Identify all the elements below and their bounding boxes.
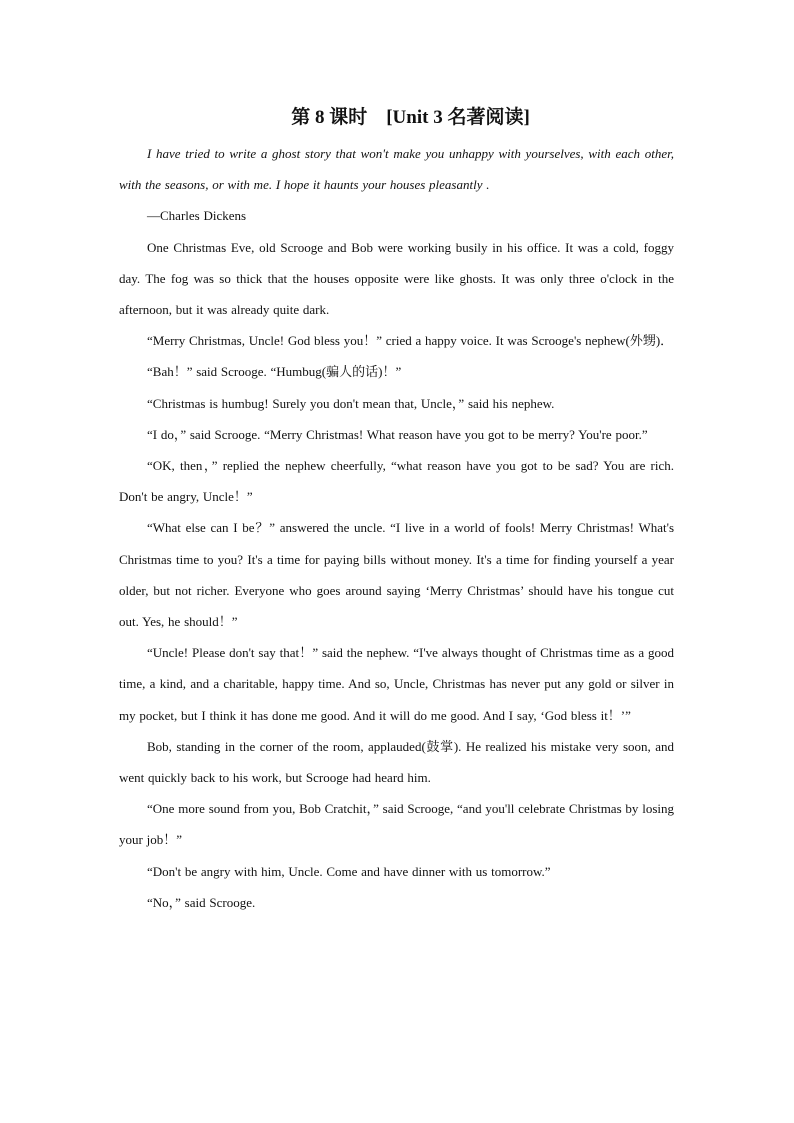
story-paragraph: “Merry Christmas, Uncle! God bless you！” cried a happy voice. It was Scrooge's nephew(外甥)． [147, 333, 674, 349]
page-title: 第 8 课时 [Unit 3 名著阅读] [291, 107, 530, 128]
epigraph-attribution: —Charles Dickens [147, 208, 247, 224]
story-paragraph: “No，” said Scrooge. [147, 894, 256, 910]
story-paragraph: “OK, then，” replied the nephew cheerfully, “what reason have you got to be sad? You are rich. Don't be angry, Uncle！” [119, 458, 674, 505]
story-paragraph: “One more sound from you, Bob Cratchit，” said Scrooge, “and you'll celebrate Christmas by losing your job！” [119, 801, 674, 848]
story-paragraph: Bob, standing in the corner of the room, applauded(鼓掌). He realized his mistake very soon, and went quickly back to his work, but Scrooge had heard him. [119, 738, 674, 786]
story-paragraph: “Uncle! Please don't say that！” said the nephew. “I've always thought of Christmas time as a good time, a kind, and a charitable, happy time. And so, Uncle, Christmas has never put any gold or silver in my pocket, but I think it has done me good. And it will do me good. And I say, ‘God bless it！’” [119, 645, 674, 723]
story-paragraph: One Christmas Eve, old Scrooge and Bob were working busily in his office. It was a cold, foggy day. The fog was so thick that the houses opposite were like ghosts. It was only three o'clock in the afternoon, but it was already quite dark. [119, 239, 674, 318]
story-paragraph: “What else can I be？” answered the uncle. “I live in a world of fools! Merry Christmas! What's Christmas time to you? It's a time for paying bills without money. It's a time for finding yourself a year older, but not richer. Everyone who goes around saying ‘Merry Christmas’ should have his tongue cut out. Yes, he should！” [119, 520, 674, 630]
document-page [119, 98, 674, 918]
story-paragraph: “Don't be angry with him, Uncle. Come and have dinner with us tomorrow.” [147, 863, 551, 879]
story-paragraph: “I do，” said Scrooge. “Merry Christmas! What reason have you got to be merry? You're poor.” [147, 426, 648, 442]
story-paragraph: “Christmas is humbug! Surely you don't mean that, Uncle，” said his nephew. [147, 395, 555, 411]
story-paragraph: “Bah！” said Scrooge. “Humbug(骗人的话)！” [147, 364, 402, 380]
epigraph-quote: I have tried to write a ghost story that won't make you unhappy with yourselves, with each other, with the seasons, or with me. I hope it haunts your houses pleasantly . [119, 146, 674, 193]
